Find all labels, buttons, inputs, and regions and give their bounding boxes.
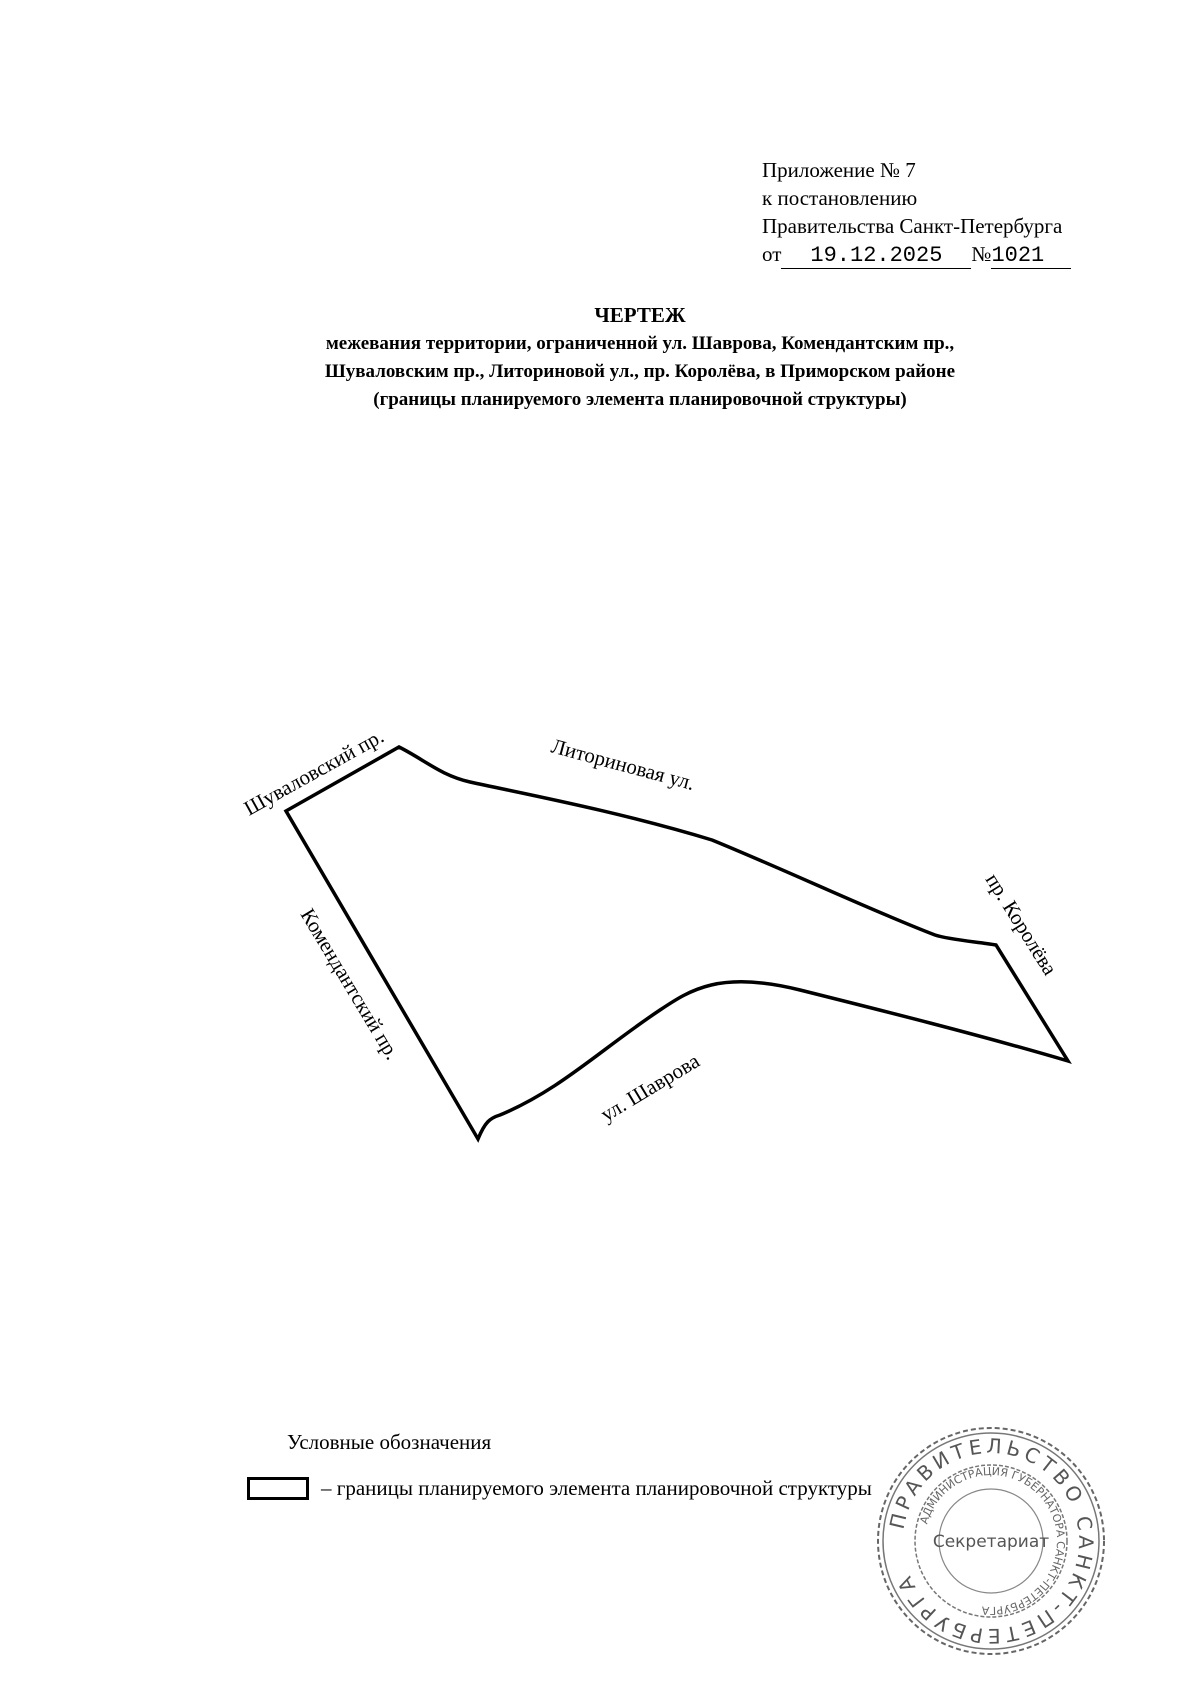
- seal-center-text: Секретариат: [932, 1532, 1050, 1552]
- document-title: ЧЕРТЕЖ: [594, 303, 686, 327]
- legend-boundary-swatch: [247, 1477, 309, 1500]
- street-label-shuvalovsky: Шуваловский пр.: [239, 723, 388, 821]
- street-label-shavrova: ул. Шаврова: [596, 1048, 704, 1127]
- document-subtitle-3: (границы планируемого элемента планировочной структуры): [373, 389, 907, 410]
- legend-item: [247, 1476, 872, 1501]
- seal-ring-text: ПРАВИТЕЛЬСТВО САНКТ-ПЕТЕРБУРГА: [884, 1433, 1099, 1649]
- document-subtitle-1: межевания территории, ограниченной ул. Шаврова, Комендантским пр.,: [325, 333, 955, 354]
- appendix-government: Правительства Санкт-Петербурга: [762, 214, 1063, 238]
- appendix-number: Приложение № 7: [762, 158, 916, 182]
- legend-title: Условные обозначения: [287, 1430, 492, 1454]
- resolution-date: 19.12.2025: [781, 244, 971, 269]
- street-label-litorinovaya: Литориновая ул.: [548, 733, 698, 796]
- street-label-komendantsky: Комендантский пр.: [295, 904, 405, 1064]
- resolution-number: 1021: [991, 244, 1071, 269]
- number-prefix: №: [971, 242, 992, 266]
- legend-item-label: – границы планируемого элемента планировочной структуры: [321, 1476, 872, 1500]
- appendix-resolution: к постановлению: [762, 186, 918, 210]
- from-prefix: от: [762, 242, 782, 266]
- seal-inner-text: АДМИНИСТРАЦИЯ ГУБЕРНАТОРА САНКТ-ПЕТЕРБУРГА: [917, 1464, 1068, 1618]
- street-label-koroleva: пр. Королёва: [980, 868, 1063, 980]
- document-subtitle-2: Шуваловским пр., Литориновой ул., пр. Королёва, в Приморском районе: [324, 361, 956, 382]
